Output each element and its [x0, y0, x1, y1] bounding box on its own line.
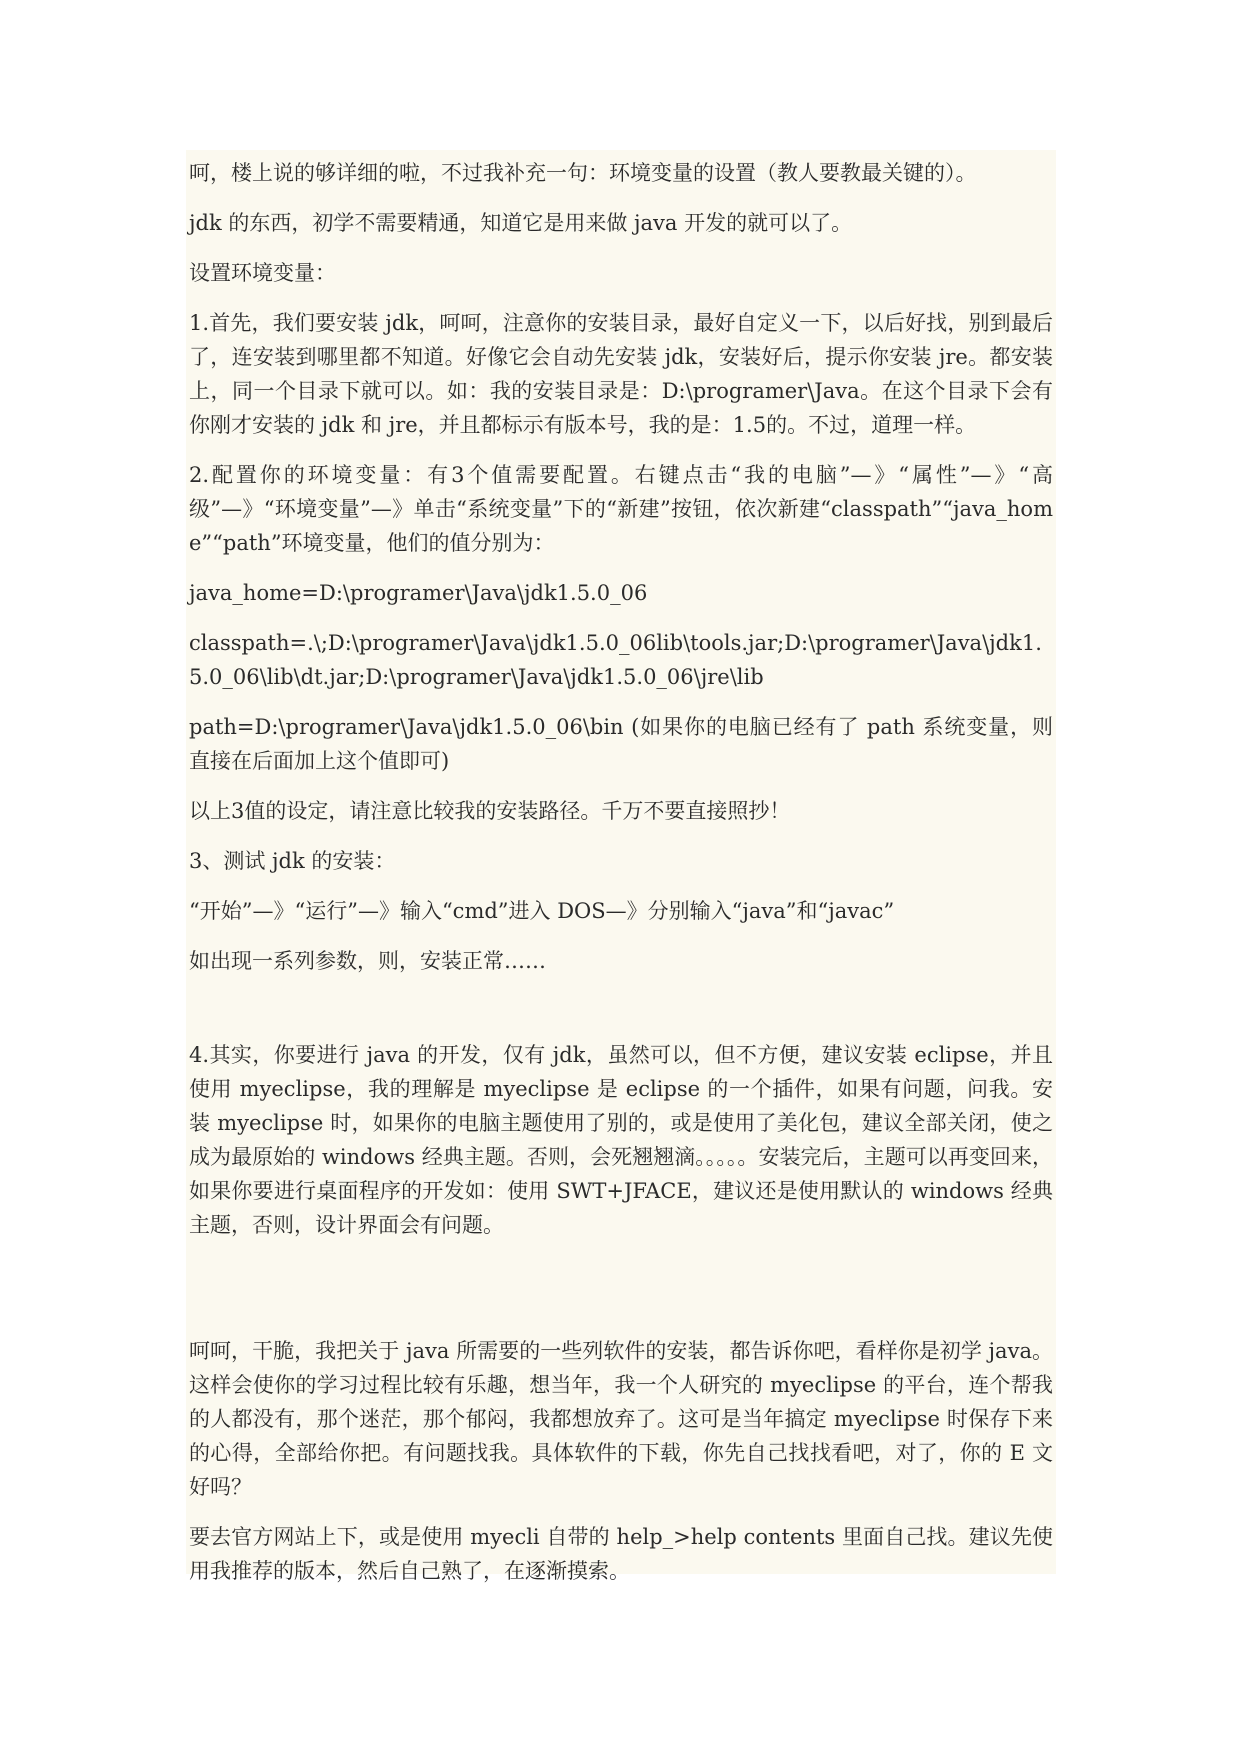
- paragraph-java-home: java_home=D:\programer\Java\jdk1.5.0_06: [189, 581, 648, 605]
- paragraph-step-3: 3、测试 jdk 的安装：: [189, 849, 396, 873]
- paragraph-step-1: 1.首先，我们要安装 jdk，呵呵，注意你的安装目录，最好自定义一下，以后好找，别到最后了，连安装到哪里都不知道。好像它会自动先安装 jdk，安装好后，提示你安装 jre。都安装上，同一个目录下就可以。如：我的安装目录是：D:\programer\Java。在这个目录下会有你刚才安装的 jdk 和 jre，并且都标示有版本号，我的是：1.5的。不过，道理一样。: [189, 311, 1053, 437]
- paragraph-classpath: classpath=.\;D:\programer\Java\jdk1.5.0_06lib\tools.jar;D:\programer\Java\jdk1.5.0_06\lib\dt.jar;D:\programer\Java\jdk1.5.0_06\jre\lib: [189, 631, 1042, 689]
- paragraph-step-2: 2.配置你的环境变量：有3个值需要配置。右键点击“我的电脑”—》“属性”—》“高级”—》“环境变量”—》单击“系统变量”下的“新建”按钮，依次新建“classpath”“java_home”“path”环境变量，他们的值分别为：: [189, 463, 1053, 555]
- paragraph-test-cmd: “开始”—》“运行”—》输入“cmd”进入 DOS—》分别输入“java”和“javac”: [189, 899, 895, 923]
- document-body: [186, 150, 1056, 1583]
- paragraph-step-4: 4.其实，你要进行 java 的开发，仅有 jdk，虽然可以，但不方便，建议安装 eclipse，并且使用 myeclipse，我的理解是 myeclipse 是 eclipse 的一个插件，如果有问题，问我。安装 myeclipse 时，如果你的电脑主题使用了别的，或是使用了美化包，建议全部关闭，使之成为最原始的 windows 经典主题。否则，会死翘翘滴。。。。。安装完后，主题可以再变回来，如果你要进行桌面程序的开发如：使用 SWT+JFACE，建议还是使用默认的 windows 经典主题，否则，设计界面会有问题。: [189, 1043, 1053, 1237]
- paragraph-download-advice: 要去官方网站上下，或是使用 myecli 自带的 help_>help contents 里面自己找。建议先使用我推荐的版本，然后自己熟了，在逐渐摸索。: [189, 1525, 1053, 1583]
- paragraph-software-intro: 呵呵，干脆，我把关于 java 所需要的一些列软件的安装，都告诉你吧，看样你是初学 java。这样会使你的学习过程比较有乐趣，想当年，我一个人研究的 myeclipse 的平台，连个帮我的人都没有，那个迷茫，那个郁闷，我都想放弃了。这可是当年搞定 myeclipse 时保存下来的心得，全部给你把。有问题找我。具体软件的下载，你先自己找找看吧，对了，你的 E 文好吗？: [189, 1339, 1053, 1499]
- paragraph-intro: 呵，楼上说的够详细的啦，不过我补充一句：环境变量的设置（教人要教最关键的）。: [189, 161, 977, 185]
- spacer: [189, 994, 1053, 1038]
- paragraph-path: path=D:\programer\Java\jdk1.5.0_06\bin (如果你的电脑已经有了 path 系统变量，则直接在后面加上这个值即可): [189, 715, 1053, 773]
- spacer: [189, 1258, 1053, 1334]
- paragraph-warning: 以上3值的设定，请注意比较我的安装路径。千万不要直接照抄！: [189, 799, 791, 823]
- paragraph-test-result: 如出现一系列参数，则，安装正常……: [189, 949, 546, 973]
- paragraph-jdk-note: jdk 的东西，初学不需要精通，知道它是用来做 java 开发的就可以了。: [189, 211, 853, 235]
- paragraph-env-heading: 设置环境变量：: [189, 261, 336, 285]
